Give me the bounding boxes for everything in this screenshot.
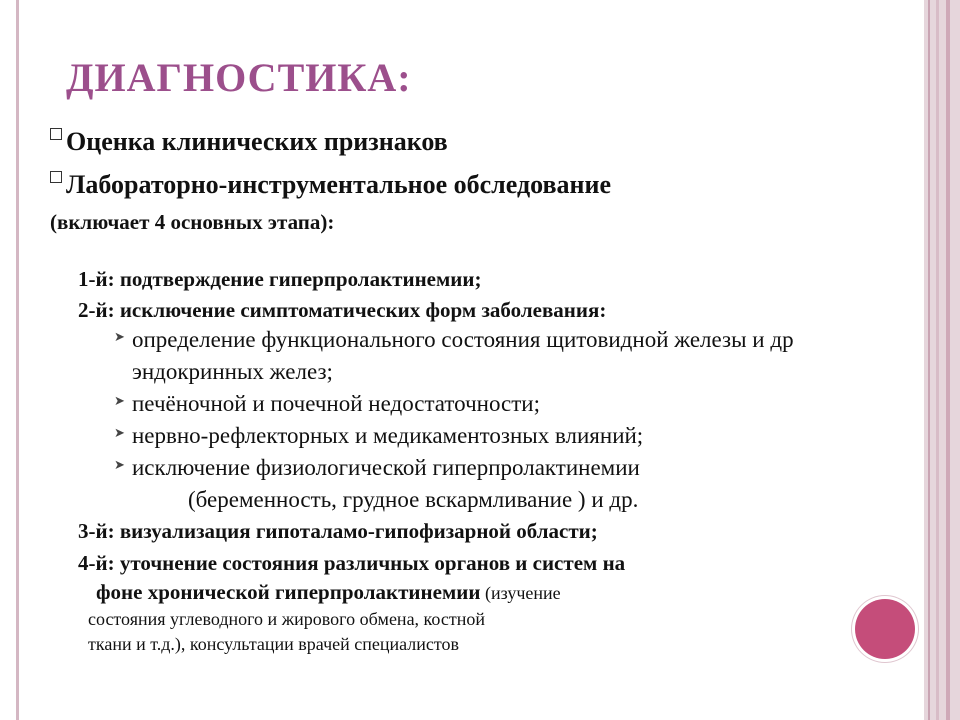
sub-item-text: определение функционального состояния щитовидной железы и др bbox=[132, 327, 794, 352]
slide-title: ДИАГНОСТИКА: bbox=[66, 55, 412, 100]
stage-4-bold-text: фоне хронической гиперпролактинемии bbox=[96, 580, 481, 604]
right-decorative-band bbox=[924, 0, 960, 720]
right-stripe bbox=[946, 0, 950, 720]
arrow-bullet-icon: ➤ bbox=[114, 425, 125, 440]
stage-4-small-text: (изучение bbox=[480, 583, 561, 603]
arrow-bullet-icon: ➤ bbox=[114, 393, 125, 408]
sub-item-text: нервно-рефлекторных и медикаментозных влияний; bbox=[132, 423, 644, 448]
sub-item-text: исключение физиологической гиперпролактинемии bbox=[132, 455, 640, 480]
bullet-text: Оценка клинических признаков bbox=[66, 127, 448, 156]
stage-1: 1-й: подтверждение гиперпролактинемии; bbox=[78, 267, 482, 291]
stage-4: 4-й: уточнение состояния различных органов и систем на bbox=[78, 551, 626, 575]
sub-item-continuation: эндокринных желез; bbox=[132, 359, 333, 384]
left-border-line bbox=[16, 0, 19, 720]
decorative-circle bbox=[855, 599, 915, 659]
stage-3: 3-й: визуализация гипоталамо-гипофизарной области; bbox=[78, 519, 598, 543]
stage-2: 2-й: исключение симптоматических форм заболевания: bbox=[78, 298, 607, 322]
bullet-item bbox=[50, 127, 448, 157]
arrow-bullet-icon: ➤ bbox=[114, 457, 125, 472]
sub-item-continuation: (беременность, грудное вскармливание ) и др. bbox=[188, 487, 639, 512]
right-stripe bbox=[936, 0, 939, 720]
sub-item bbox=[114, 391, 540, 417]
square-bullet-icon bbox=[50, 171, 62, 183]
bullet-note: (включает 4 основных этапа): bbox=[50, 210, 335, 234]
sub-item bbox=[114, 455, 640, 481]
sub-item-text: печёночной и почечной недостаточности; bbox=[132, 391, 540, 416]
arrow-bullet-icon: ➤ bbox=[114, 329, 125, 344]
right-stripe bbox=[928, 0, 930, 720]
stage-4-detail: ткани и т.д.), консультации врачей специалистов bbox=[88, 634, 459, 654]
bullet-item bbox=[50, 170, 611, 200]
square-bullet-icon bbox=[50, 128, 62, 140]
stage-4-detail: состояния углеводного и жирового обмена, костной bbox=[88, 609, 485, 629]
sub-item bbox=[114, 327, 794, 353]
stage-4-continuation bbox=[96, 580, 561, 605]
bullet-text: Лабораторно-инструментальное обследование bbox=[66, 170, 611, 199]
sub-item bbox=[114, 423, 643, 449]
